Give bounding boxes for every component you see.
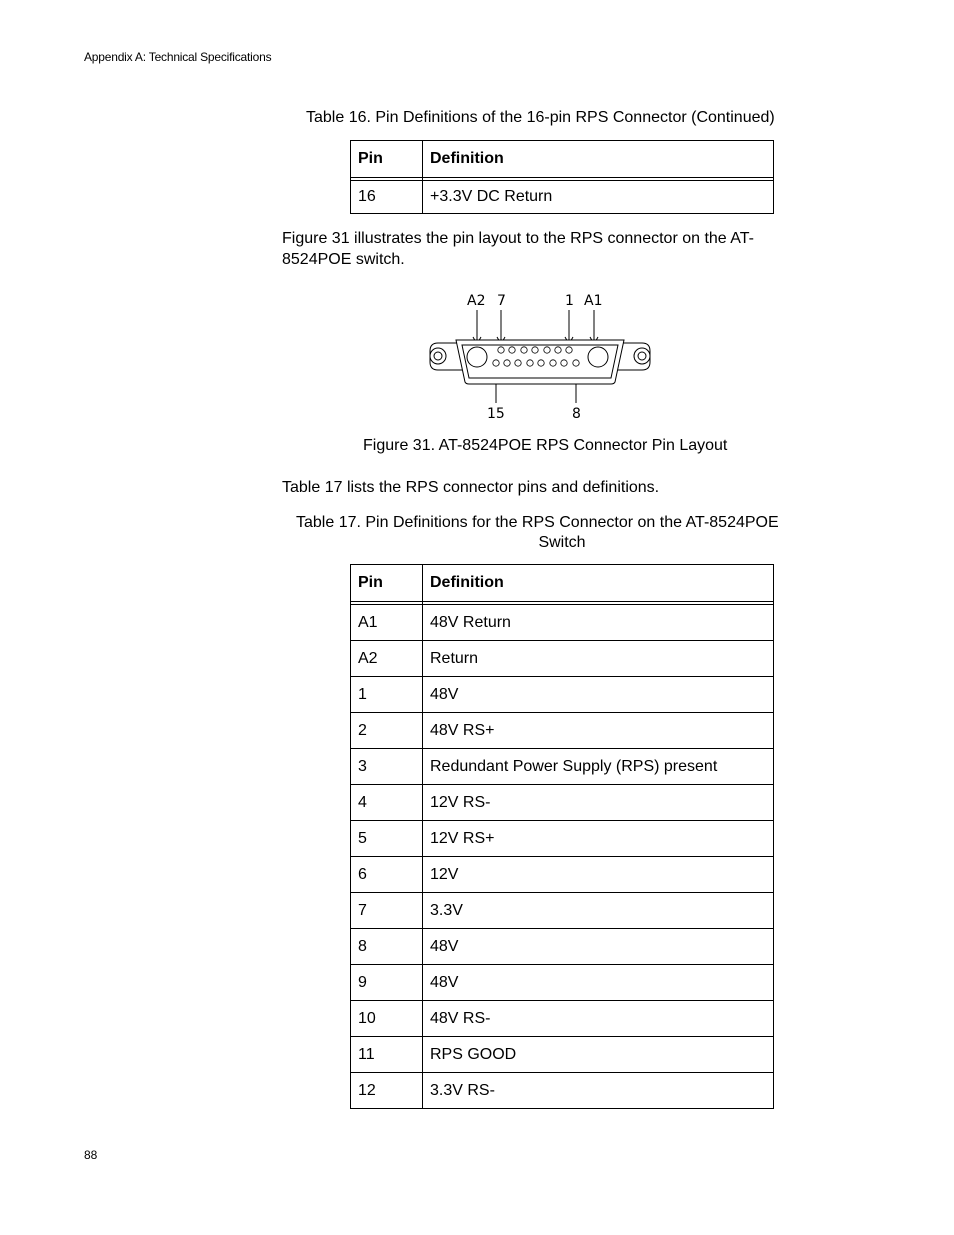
table-row (351, 1001, 774, 1037)
table17-cell-pin: 2 (351, 713, 423, 749)
table17-cell-definition: 12V (423, 857, 774, 893)
label-a1: A1 (584, 293, 603, 309)
table17 (350, 564, 774, 1109)
table17-cell-pin: 11 (351, 1037, 423, 1073)
lead-paragraph: Table 17 lists the RPS connector pins and definitions. (282, 479, 660, 496)
table17-cell-pin: 10 (351, 1001, 423, 1037)
table17-cell-definition: 12V RS- (423, 785, 774, 821)
table17-cell-pin: 1 (351, 677, 423, 713)
table-row (351, 857, 774, 893)
table17-cell-definition: 48V RS+ (423, 713, 774, 749)
table17-cell-definition: Return (423, 641, 774, 677)
table17-cell-pin: 12 (351, 1073, 423, 1109)
table-row (351, 821, 774, 857)
label-pin-15: 15 (487, 406, 505, 422)
table17-cell-pin: A2 (351, 641, 423, 677)
table16-cell-pin: 16 (351, 181, 423, 214)
table17-cell-definition: 48V (423, 965, 774, 1001)
table-row (351, 677, 774, 713)
table17-cell-definition: 12V RS+ (423, 821, 774, 857)
label-pin-7: 7 (497, 293, 506, 309)
table17-cell-definition: 3.3V RS- (423, 1073, 774, 1109)
running-header: Appendix A: Technical Specifications (84, 50, 272, 64)
table17-caption-line2: Switch (538, 534, 586, 551)
table-row (351, 1037, 774, 1073)
table17-cell-definition: 48V RS- (423, 1001, 774, 1037)
table17-cell-definition: 48V (423, 929, 774, 965)
table17-cell-definition: 3.3V (423, 893, 774, 929)
table17-header-pin: Pin (351, 565, 423, 602)
pin-a1 (588, 347, 608, 367)
rps-connector-diagram (420, 288, 660, 428)
pin-a2 (467, 347, 487, 367)
table-row (351, 181, 774, 214)
label-pin-1: 1 (565, 293, 574, 309)
table17-cell-definition: 48V (423, 677, 774, 713)
table16-cell-definition: +3.3V DC Return (423, 181, 774, 214)
table-row (351, 749, 774, 785)
table-row (351, 965, 774, 1001)
table17-cell-pin: 5 (351, 821, 423, 857)
label-a2: A2 (467, 293, 486, 309)
table16-header-definition: Definition (423, 141, 774, 178)
table-row (351, 641, 774, 677)
table17-cell-pin: A1 (351, 605, 423, 641)
table17-cell-pin: 6 (351, 857, 423, 893)
table17-cell-definition: Redundant Power Supply (RPS) present (423, 749, 774, 785)
table16 (350, 140, 774, 214)
table17-cell-pin: 7 (351, 893, 423, 929)
table16-header-pin: Pin (351, 141, 423, 178)
table16-header-row (351, 141, 774, 178)
table17-cell-definition: 48V Return (423, 605, 774, 641)
table17-header-definition: Definition (423, 565, 774, 602)
table17-caption-line1: Table 17. Pin Definitions for the RPS Connector on the AT-8524POE (296, 514, 779, 531)
figure31-caption: Figure 31. AT-8524POE RPS Connector Pin Layout (363, 437, 728, 454)
table17-header-row (351, 565, 774, 602)
table-row (351, 605, 774, 641)
page-number: 88 (84, 1148, 98, 1162)
table17-cell-pin: 8 (351, 929, 423, 965)
table17-cell-definition: RPS GOOD (423, 1037, 774, 1073)
arrows-top (473, 310, 598, 344)
table-row (351, 893, 774, 929)
table17-caption (296, 513, 836, 553)
table16-caption: Table 16. Pin Definitions of the 16-pin RPS Connector (Continued) (306, 109, 775, 126)
label-pin-8: 8 (572, 406, 581, 422)
table-row (351, 1073, 774, 1109)
table17-cell-pin: 3 (351, 749, 423, 785)
table-row (351, 929, 774, 965)
table17-cell-pin: 4 (351, 785, 423, 821)
table-row (351, 785, 774, 821)
intro-paragraph: Figure 31 illustrates the pin layout to the RPS connector on the AT-8524POE switch. (282, 230, 754, 268)
table-row (351, 713, 774, 749)
table17-cell-pin: 9 (351, 965, 423, 1001)
